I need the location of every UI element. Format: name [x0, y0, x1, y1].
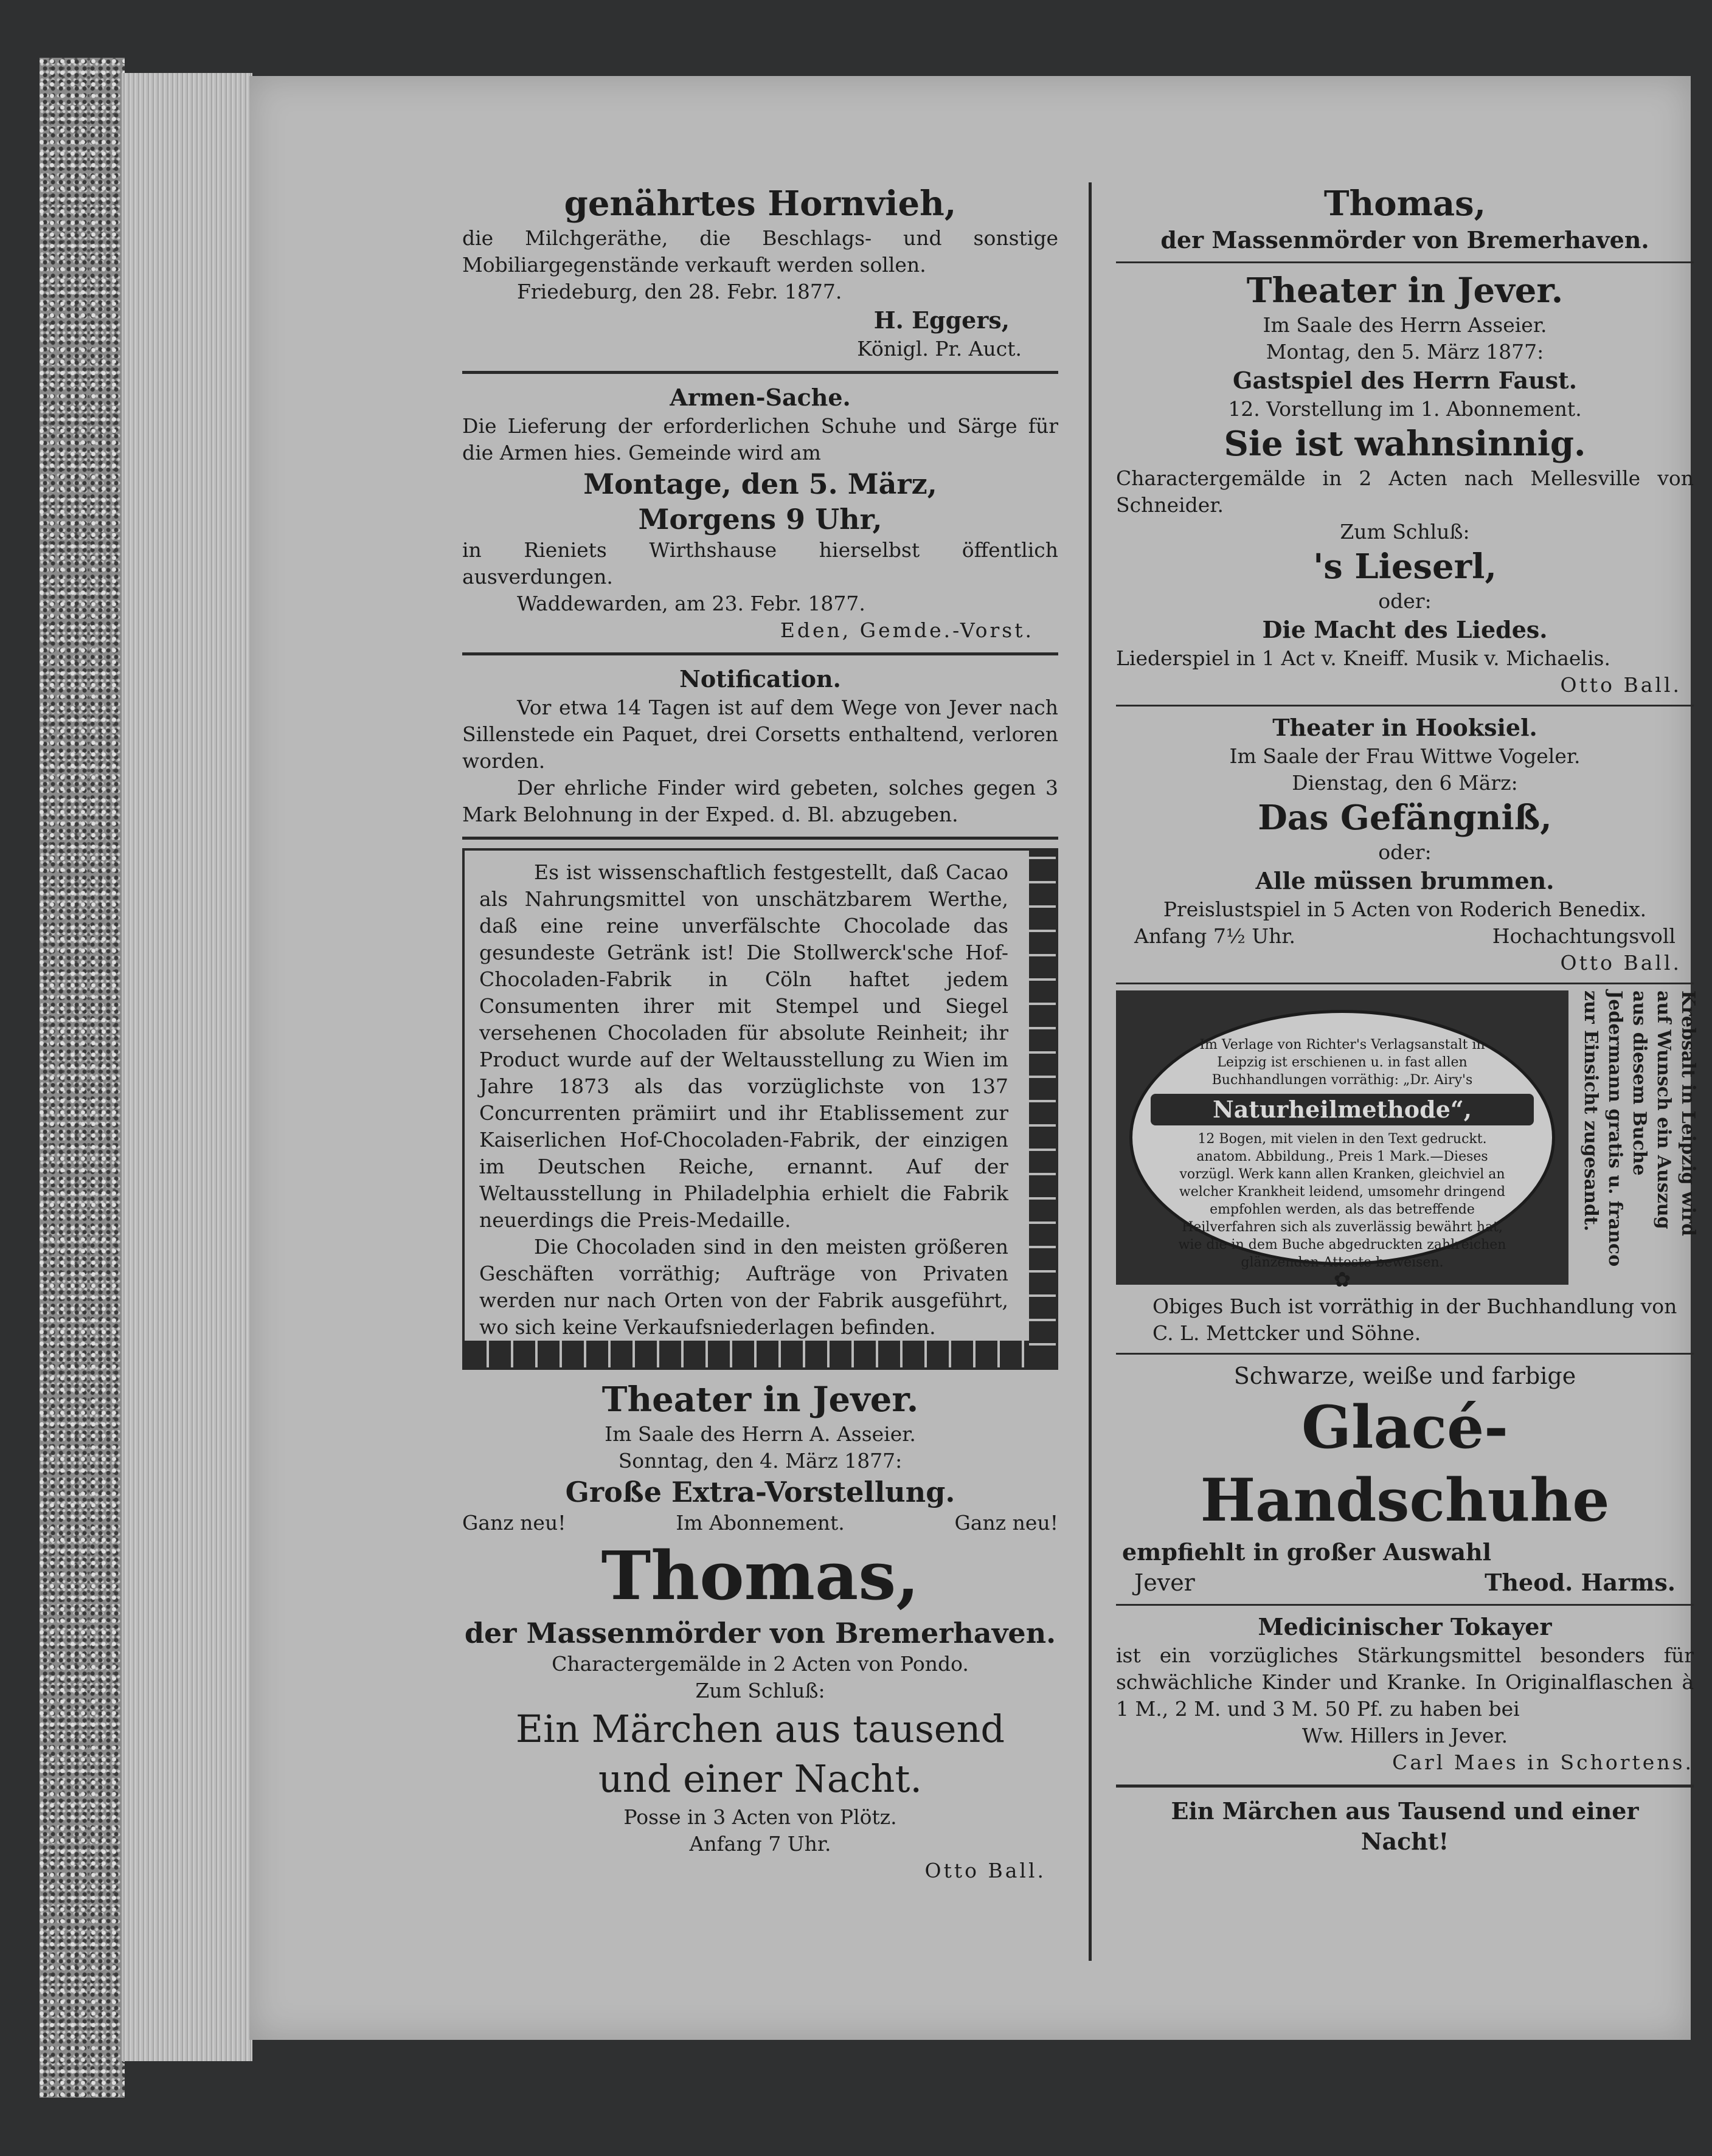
separator: [1116, 261, 1694, 263]
cacao-text2: Die Chocoladen sind in den meisten größeren Geschäften vorräthig; Aufträge von Privaten werden nur nach Orten von der Fabrik ausgeführt, wo sich keine Verkaufsniederlagen befinden.: [479, 1235, 1008, 1339]
play-description: Preislustspiel in 5 Acten von Roderich Benedix.: [1163, 897, 1647, 921]
separator: [462, 371, 1058, 374]
right-column: [1116, 182, 1699, 1857]
thomas-subtitle: der Massenmörder von Bremerhaven.: [1160, 226, 1649, 254]
separator: [462, 652, 1058, 655]
book-page-edges: [122, 73, 252, 2061]
cacao-advertisement: [462, 848, 1058, 1370]
book-ad-layout: [1116, 990, 1699, 1292]
column-divider: [1089, 182, 1092, 1961]
note-left: Ganz neu!: [462, 1511, 566, 1535]
play-description: Charactergemälde in 2 Acten nach Mellesville von Schneider.: [1116, 466, 1694, 517]
gloves-place: Jever: [1134, 1569, 1195, 1596]
book-title: Naturheilmethode“,: [1151, 1094, 1534, 1125]
gloves-advertisement: [1116, 1361, 1694, 1598]
theater-title: Theater in Hooksiel.: [1272, 714, 1537, 741]
thomas-title: Thomas,: [1323, 184, 1486, 224]
note-right: Ganz neu!: [954, 1511, 1058, 1535]
play-title: Thomas,: [601, 1536, 920, 1615]
theater-event: Große Extra-Vorstellung.: [565, 1476, 955, 1508]
notification-text1: Vor etwa 14 Tagen ist auf dem Wege von Jever nach Sillenstede ein Paquet, drei Corsetts enthaltend, verloren worden.: [462, 696, 1058, 773]
separator: [1116, 1604, 1694, 1606]
book-availability: Obiges Buch ist vorräthig in der Buchhandlung von C. L. Mettcker und Söhne.: [1152, 1294, 1677, 1345]
book-advertisement: [1116, 990, 1699, 1347]
tokayer-text: ist ein vorzügliches Stärkungsmittel besonders für schwächliche Kinder und Kranke. In Originalflaschen à 1 M., 2 M. und 3 M. 50 Pf. zu haben bei: [1116, 1643, 1694, 1721]
eggers-role: Königl. Pr. Auct.: [857, 337, 1022, 361]
subscription: 12. Vorstellung im 1. Abonnement.: [1228, 397, 1582, 421]
second-play-description: Posse in 3 Acten von Plötz.: [623, 1805, 897, 1829]
notification-text2: Der ehrliche Finder wird gebeten, solches gegen 3 Mark Belohnung in der Exped. d. Bl. abzugeben.: [462, 776, 1058, 826]
book-side-text: Krebsalt in Leipzig wird auf Wunsch ein Auszug aus diesem Buche Jedermann gratis u. franco zur Einsicht zugesandt.: [1580, 990, 1699, 1267]
checker-border-bottom: [465, 1341, 1056, 1367]
gloves-line2: empfiehlt in großer Auswahl: [1122, 1538, 1492, 1566]
book-text: 12 Bogen, mit vielen in den Text gedruckt. anatom. Abbildung., Preis 1 Mark.—Dieses vorzügl. Werk kann allen Kranken, gleichviel an welcher Krankheit leidend, umsomehr dringend empfohlen werden, als das betreffende Heilverfahren sich als zuverlässig bewährt hat, wie die in dem Buche abgedruckten zahlreichen glänzenden Atteste beweisen.: [1178, 1132, 1506, 1270]
armen-date-line1: Montage, den 5. März,: [583, 468, 937, 500]
guest-performance: Gastspiel des Herrn Faust.: [1233, 367, 1577, 394]
oder-label: oder:: [1378, 840, 1432, 864]
separator: [1116, 705, 1694, 707]
thomas-continuation: [1116, 182, 1694, 255]
second-play-description: Liederspiel in 1 Act v. Kneiff. Musik v. Michaelis.: [1116, 646, 1610, 670]
second-play-title: Ein Märchen aus tausend und einer Nacht.: [515, 1707, 1005, 1801]
closing-label: Zum Schluß:: [695, 1679, 825, 1702]
start-time: Anfang 7½ Uhr.: [1134, 924, 1296, 948]
armen-text: Die Lieferung der erforderlichen Schuhe und Särge für die Armen hies. Gemeinde wird am: [462, 414, 1058, 465]
tokayer-advertisement: [1116, 1612, 1694, 1776]
theater-venue: Im Saale der Frau Wittwe Vogeler.: [1229, 744, 1581, 768]
theater-jever-monday: [1116, 269, 1694, 699]
notification-notice: [462, 664, 1058, 828]
start-time: Anfang 7 Uhr.: [689, 1832, 831, 1856]
theater-date: Dienstag, den 6 März:: [1292, 771, 1518, 795]
play-subtitle: der Massenmörder von Bremerhaven.: [464, 1617, 1056, 1650]
theater-venue: Im Saale des Herrn Asseier.: [1263, 313, 1547, 337]
book-ad-frame: [1116, 990, 1568, 1292]
oder-label: oder:: [1378, 589, 1432, 613]
eggers-headline: genährtes Hornvieh,: [564, 184, 957, 224]
gloves-signature: Theod. Harms.: [1485, 1569, 1676, 1596]
book-intro: Im Verlage von Richter's Verlagsanstalt in Leipzig ist erschienen u. in fast allen Buchhandlungen vorräthig: „Dr. Airy's: [1199, 1037, 1485, 1088]
play-subtitle: Alle müssen brummen.: [1255, 867, 1554, 894]
notification-title: Notification.: [679, 665, 841, 693]
theater-title: Theater in Jever.: [601, 1380, 919, 1420]
eggers-text: die Milchgeräthe, die Beschlags- und sonstige Mobiliargegenstände verkauft werden sollen.: [462, 226, 1058, 277]
armen-date-line2: Morgens 9 Uhr,: [638, 503, 882, 536]
tokayer-seller2: Carl Maes in Schortens.: [1392, 1750, 1694, 1774]
tokayer-seller1: Ww. Hillers in Jever.: [1301, 1724, 1508, 1747]
separator: [1116, 1785, 1694, 1788]
book-ad-oval: [1129, 1010, 1555, 1292]
ornament-icon: ✿: [1333, 1268, 1351, 1292]
cacao-text1: Es ist wissenschaftlich festgestellt, daß Cacao als Nahrungsmittel von unschätzbarem Werthe, daß eine reine unverfälschte Chocolade das gesundeste Getränk ist! Die Stollwerck'sche Hof-Chocoladen-Fabrik in Cöln haftet jedem Consumenten ihrer mit Stempel und Siegel versehenen Chocoladen für absolute Reinheit; ihr Product wurde auf der Weltausstellung zu Wien im Jahre 1873 als das vorzüglichste von 137 Concurrenten prämiirt und ihr Etablissement zur Kaiserlichen Hof-Chocoladen-Fabrik, der einzigen im Deutschen Reiche, ernannt. Auf der Weltausstellung in Philadelphia erhielt die Fabrik neuerdings die Preis-Medaille.: [479, 860, 1008, 1232]
left-column: [462, 182, 1058, 1884]
maerchen-notice: [1116, 1796, 1694, 1857]
armen-text2: in Rieniets Wirthshause hierselbst öffentlich ausverdungen.: [462, 538, 1058, 589]
eggers-date: Friedeburg, den 28. Febr. 1877.: [517, 280, 842, 303]
play-title: Das Gefängniß,: [1258, 798, 1552, 838]
checker-border: [1029, 851, 1056, 1367]
theater-signature: Otto Ball.: [924, 1859, 1046, 1882]
theater-signature: Otto Ball.: [1560, 673, 1682, 697]
maerchen-text: Ein Märchen aus Tausend und einer Nacht!: [1171, 1797, 1639, 1855]
regards: Hochachtungsvoll: [1492, 924, 1676, 948]
theater-signature: Otto Ball.: [1560, 951, 1682, 975]
theater-hooksiel: [1116, 713, 1694, 976]
armen-place-date: Waddewarden, am 23. Febr. 1877.: [517, 592, 865, 615]
theater-title: Theater in Jever.: [1246, 271, 1564, 311]
separator: [462, 837, 1058, 840]
theater-notes-row: [462, 1510, 1058, 1536]
theater-date: Sonntag, den 4. März 1877:: [618, 1449, 903, 1473]
play-description: Charactergemälde in 2 Acten von Pondo.: [552, 1652, 969, 1676]
separator: [1116, 1353, 1694, 1355]
book-cover-edge: [40, 58, 125, 2098]
gloves-footer: [1116, 1567, 1694, 1598]
second-play-title: 's Lieserl,: [1313, 547, 1497, 587]
eggers-notice: [462, 182, 1058, 362]
theater-date: Montag, den 5. März 1877:: [1266, 340, 1544, 364]
note-center: Im Abonnement.: [676, 1511, 845, 1535]
closing-label: Zum Schluß:: [1340, 520, 1470, 544]
eggers-signature: H. Eggers,: [873, 306, 1010, 334]
gloves-title: Glacé-Handschuhe: [1200, 1393, 1610, 1535]
second-play-subtitle: Die Macht des Liedes.: [1262, 616, 1548, 643]
armen-title: Armen-Sache.: [670, 384, 851, 411]
theater-venue: Im Saale des Herrn A. Asseier.: [605, 1422, 916, 1446]
tokayer-title: Medicinischer Tokayer: [1258, 1613, 1552, 1640]
theater-jever-sunday: [462, 1378, 1058, 1884]
armen-signature: Eden, Gemde.-Vorst.: [780, 618, 1034, 642]
gloves-line1: Schwarze, weiße und farbige: [1233, 1363, 1576, 1389]
separator: [1116, 983, 1694, 984]
armen-notice: [462, 382, 1058, 644]
start-row: [1116, 923, 1694, 950]
play-title: Sie ist wahnsinnig.: [1224, 424, 1586, 464]
